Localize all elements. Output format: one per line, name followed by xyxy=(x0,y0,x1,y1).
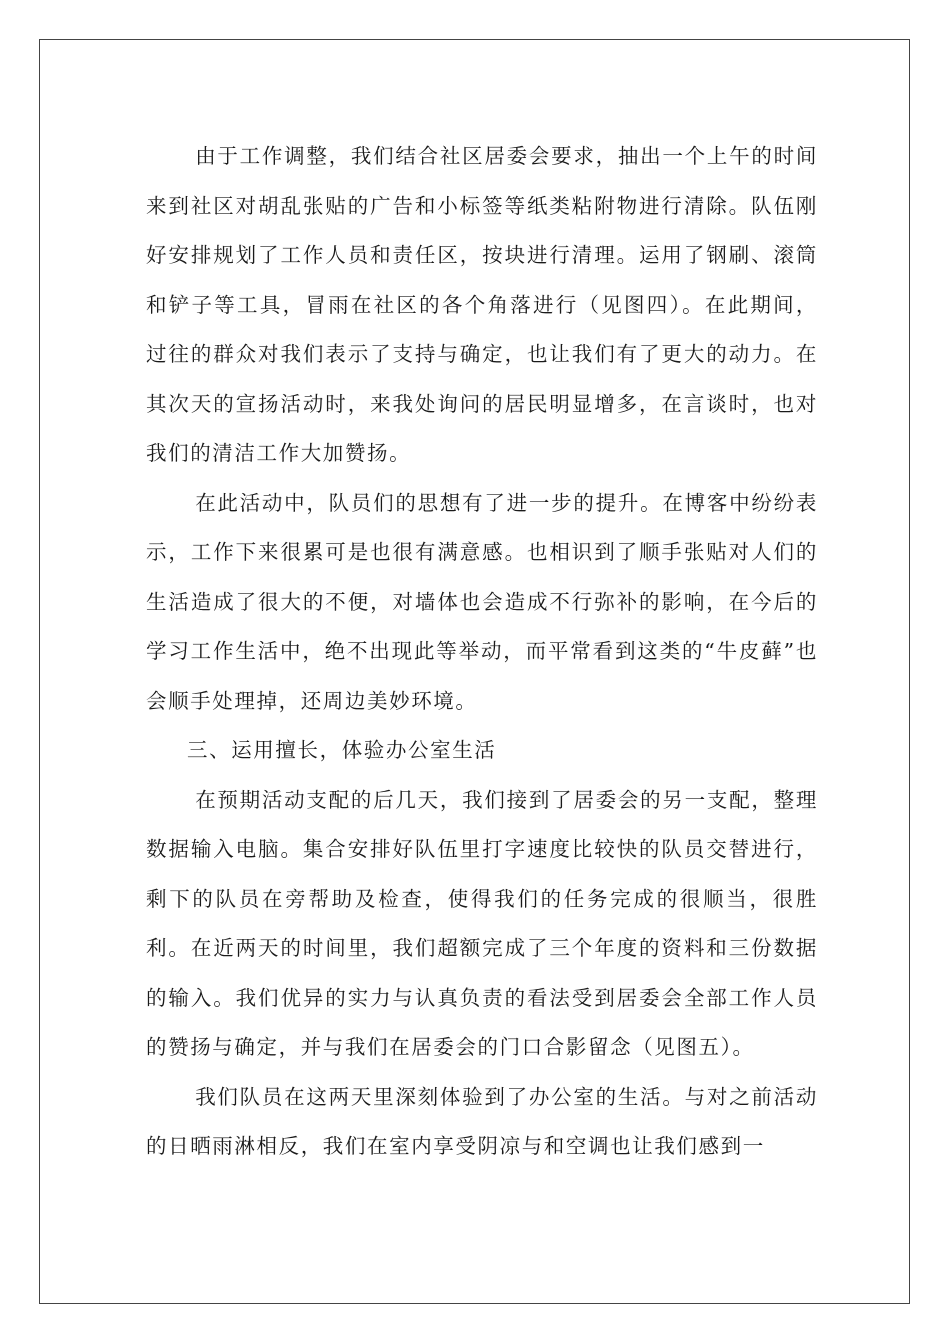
section-heading-office-life: 三、运用擅长，体验办公室生活 xyxy=(187,738,497,762)
paragraph-cleanup-activity: 由于工作调整，我们结合社区居委会要求，抽出一个上午的时间来到社区对胡乱张贴的广告和小标签等纸类粘附物进行清除。队伍刚好安排规划了工作人员和责任区，按块进行清理。运用了钢刷、滚筒和铲子等工具，冒雨在社区的各个角落进行（见图四）。在此期间，过往的群众对我们表示了支持与确定，也让我们有了更大的动力。在其次天的宣扬活动时，来我处询问的居民明显增多，在言谈时，也对我们的清洁工作大加赞扬。 xyxy=(146,144,818,465)
document-body xyxy=(146,132,818,1172)
paragraph-office-experience: 我们队员在这两天里深刻体验到了办公室的生活。与对之前活动的日晒雨淋相反，我们在室内享受阴凉与和空调也让我们感到一 xyxy=(146,1084,818,1158)
paragraph-data-entry: 在预期活动支配的后几天，我们接到了居委会的另一支配，整理数据输入电脑。集合安排好队伍里打字速度比较快的队员交替进行，剩下的队员在旁帮助及检查，使得我们的任务完成的很顺当，很胜利。在近两天的时间里，我们超额完成了三个年度的资料和三份数据的输入。我们优异的实力与认真负责的看法受到居委会全部工作人员的赞扬与确定，并与我们在居委会的门口合影留念（见图五）。 xyxy=(146,787,818,1059)
paragraph-team-reflection: 在此活动中，队员们的思想有了进一步的提升。在博客中纷纷表示，工作下来很累可是也很有满意感。也相识到了顺手张贴对人们的生活造成了很大的不便，对墙体也会造成不行弥补的影响，在今后的学习工作生活中，绝不出现此等举动，而平常看到这类的“牛皮藓”也会顺手处理掉，还周边美妙环境。 xyxy=(146,490,818,713)
